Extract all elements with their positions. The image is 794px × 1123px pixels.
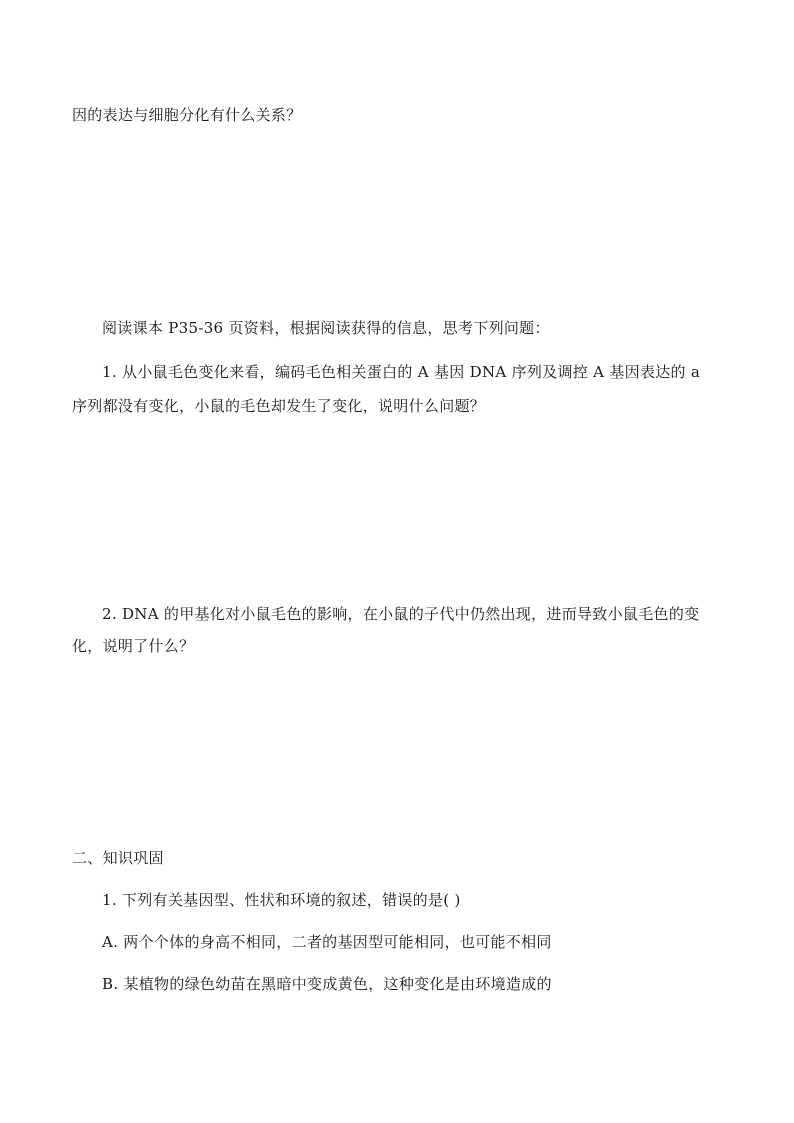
exercise-1-option-a: A. 两个个体的身高不相同，二者的基因型可能相同，也可能不相同 (102, 933, 552, 951)
exercise-1-stem: 1. 下列有关基因型、性状和环境的叙述，错误的是( ) (102, 891, 461, 909)
question-continuation-text: 因的表达与细胞分化有什么关系？ (72, 106, 302, 124)
question-1-line-1: 1. 从小鼠毛色变化来看，编码毛色相关蛋白的 A 基因 DNA 序列及调控 A 基因表达的 a (102, 363, 701, 381)
section-heading: 二、知识巩固 (72, 849, 164, 867)
question-1-line-2: 序列都没有变化，小鼠的毛色却发生了变化，说明什么问题？ (72, 397, 486, 415)
exercise-1-option-b: B. 某植物的绿色幼苗在黑暗中变成黄色，这种变化是由环境造成的 (102, 975, 552, 993)
reading-instruction-text: 阅读课本 P35-36 页资料，根据阅读获得的信息，思考下列问题： (102, 319, 550, 337)
question-2-line-2: 化，说明了什么？ (72, 637, 195, 655)
question-2-line-1: 2. DNA 的甲基化对小鼠毛色的影响，在小鼠的子代中仍然出现，进而导致小鼠毛色的变 (102, 605, 700, 623)
